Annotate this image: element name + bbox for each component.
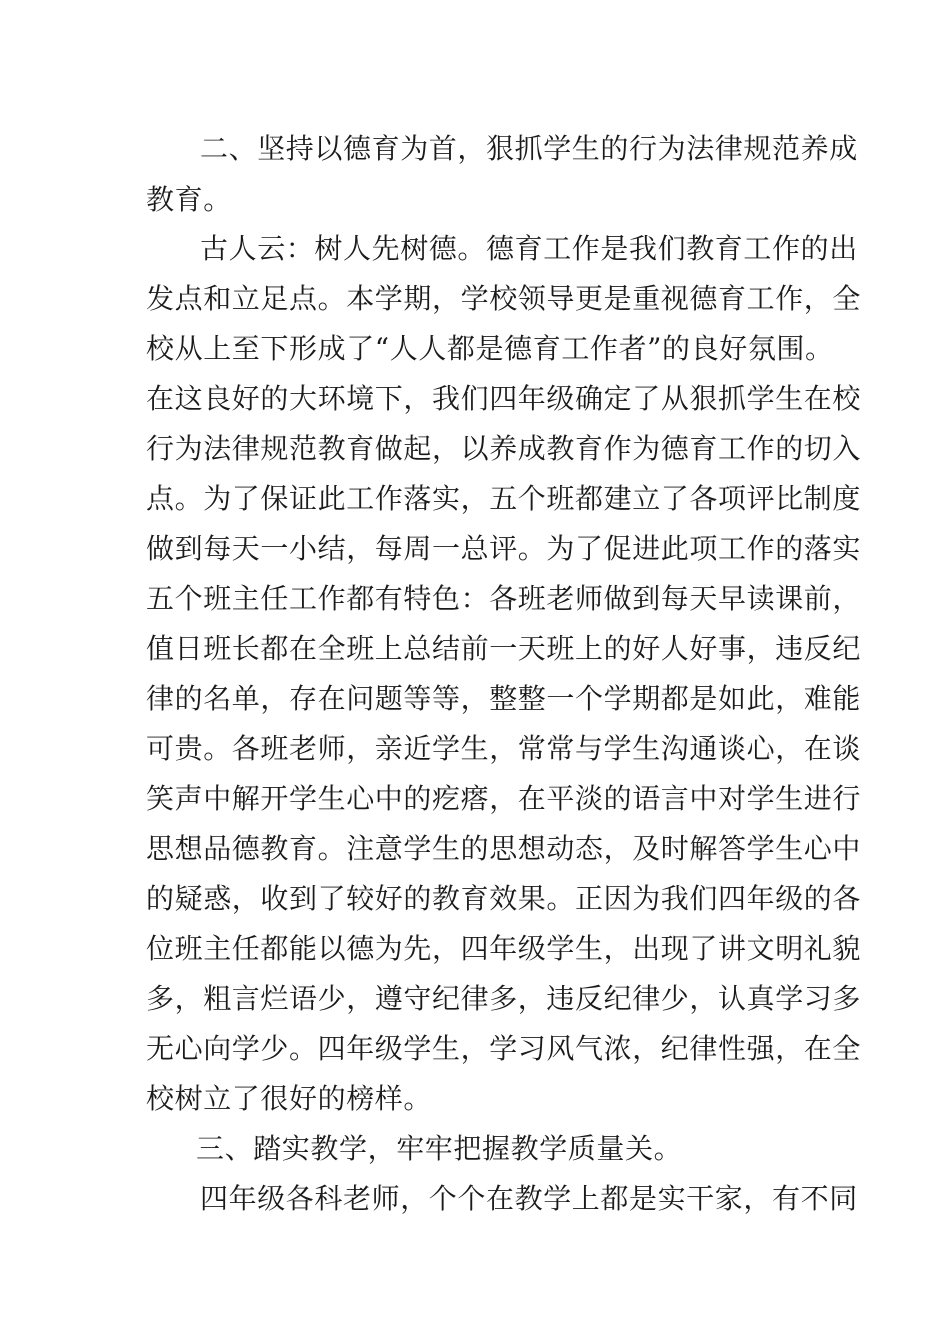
paragraph-line: 校从上至下形成了“人人都是德育工作者”的良好氛围。 bbox=[146, 332, 834, 365]
paragraph-line: 位班主任都能以德为先，四年级学生，出现了讲文明礼貌 bbox=[146, 932, 862, 965]
section-heading: 三、踏实教学，牢牢把握教学质量关。 bbox=[196, 1132, 683, 1165]
paragraph-line: 的疑惑，收到了较好的教育效果。正因为我们四年级的各 bbox=[146, 882, 862, 915]
paragraph-line: 可贵。各班老师，亲近学生，常常与学生沟通谈心，在谈 bbox=[146, 732, 862, 765]
paragraph-line: 校树立了很好的榜样。 bbox=[146, 1082, 433, 1115]
paragraph-line: 四年级各科老师，个个在教学上都是实干家，有不同 bbox=[200, 1182, 858, 1215]
heading-line-1: 二、坚持以德育为首，狠抓学生的行为法律规范养成 bbox=[200, 132, 858, 165]
paragraph-line: 值日班长都在全班上总结前一天班上的好人好事，违反纪 bbox=[146, 632, 862, 665]
paragraph-line: 律的名单，存在问题等等，整整一个学期都是如此，难能 bbox=[146, 682, 862, 715]
paragraph-line: 思想品德教育。注意学生的思想动态，及时解答学生心中 bbox=[146, 832, 862, 865]
heading-line-2: 教育。 bbox=[146, 183, 232, 216]
paragraph-line: 在这良好的大环境下，我们四年级确定了从狠抓学生在校 bbox=[146, 382, 862, 415]
paragraph-line: 发点和立足点。本学期，学校领导更是重视德育工作，全 bbox=[146, 282, 862, 315]
paragraph-line: 多，粗言烂语少，遵守纪律多，违反纪律少，认真学习多 bbox=[146, 982, 862, 1015]
paragraph-line: 五个班主任工作都有特色：各班老师做到每天早读课前， bbox=[146, 582, 862, 615]
paragraph-line: 无心向学少。四年级学生，学习风气浓，纪律性强，在全 bbox=[146, 1032, 862, 1065]
paragraph-line: 做到每天一小结，每周一总评。为了促进此项工作的落实 bbox=[146, 532, 862, 565]
paragraph-line: 古人云：树人先树德。德育工作是我们教育工作的出 bbox=[200, 232, 858, 265]
paragraph-line: 笑声中解开学生心中的疙瘩，在平淡的语言中对学生进行 bbox=[146, 782, 862, 815]
paragraph-line: 行为法律规范教育做起，以养成教育作为德育工作的切入 bbox=[146, 432, 862, 465]
paragraph-line: 点。为了保证此工作落实，五个班都建立了各项评比制度 bbox=[146, 482, 862, 515]
